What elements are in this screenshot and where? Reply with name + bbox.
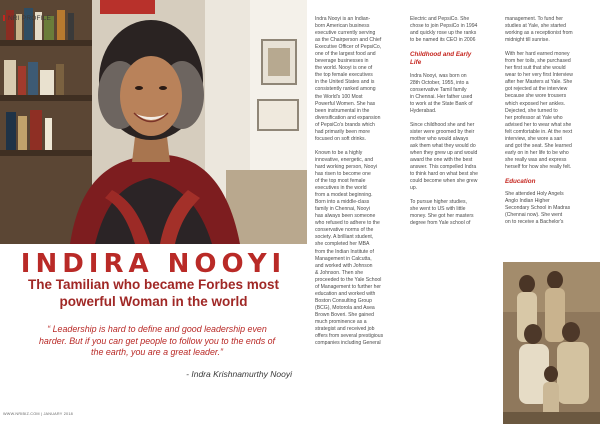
article-text-line: one of the largest food and [315, 51, 376, 58]
article-text-line: focused on soft drinks. [315, 135, 366, 142]
article-text-line: working as a receptionist from [505, 30, 573, 37]
article-paragraph [315, 150, 399, 347]
article-text-line: beverage businesses in [315, 58, 369, 65]
section-heading-childhood [410, 51, 496, 67]
article-text-line: early on in her life to be who [505, 149, 569, 156]
article-text-line: had primarily been more [315, 128, 370, 135]
article-text-line: diversification and expansion [315, 114, 381, 121]
article-text-line: because she wore trousers [505, 93, 567, 100]
article-text-line: Powerful Women. She has [315, 100, 376, 107]
article-text-line: in Chennai. Her father used [410, 93, 473, 100]
section-heading-line: Life [410, 59, 422, 67]
article-text-line: as the Chairperson and Chief [315, 37, 382, 44]
article-text-line: society. A brilliant student, [315, 234, 374, 241]
article-text-line: to work at the State Bank of [410, 100, 473, 107]
article-paragraph [410, 73, 496, 115]
article-text-line: from a modest beginning. [315, 192, 373, 199]
article-text-line: and got the seat. She learned [505, 142, 572, 149]
section-heading-education: Education [505, 177, 536, 185]
article-paragraph [505, 191, 591, 226]
article-text-line: conservative Tamil family [410, 86, 467, 93]
article-text-line: midnight till sunrise. [505, 37, 550, 44]
article-text-line: of Management to further her [315, 283, 381, 290]
article-text-line: Hyderabad. [410, 107, 437, 114]
section-label-text: NRI PROFILE [8, 15, 52, 22]
article-text-line: Boston Consulting Group [315, 297, 372, 304]
article-text-line: Management in Calcutta, [315, 255, 372, 262]
article-text-line: executives in the world [315, 185, 367, 192]
article-text-line: after her Masters at Yale. She [505, 79, 573, 86]
article-paragraph [410, 122, 496, 192]
article-paragraph [505, 51, 591, 171]
article-text-line: her first suit that she would [505, 65, 566, 72]
article-text-line: and worked with Johnson [315, 262, 373, 269]
article-text-line: on to receive a Bachelor's [505, 219, 564, 226]
article-text-line: companies including General [315, 340, 381, 347]
article-text-line: education and worked with [315, 290, 376, 297]
article-text-line: she completed her MBA [315, 241, 370, 248]
article-text-line: chose to join PepsiCo in 1994 [410, 23, 478, 30]
article-text-line: award the one with the best [410, 157, 473, 164]
article-text-line: the World's 100 Most [315, 93, 363, 100]
article-text-line: executive currently serving [315, 30, 376, 37]
article-column-2 [410, 16, 496, 235]
article-text-line: could become when she grew [410, 178, 478, 185]
portrait-photo [0, 0, 307, 244]
article-text-line: (Chennai now). She went [505, 212, 563, 219]
article-paragraph [505, 16, 591, 44]
article-text-line: to be named its CEO in 2006 [410, 37, 476, 44]
article-text-line: Secondary School in Madras [505, 205, 571, 212]
article-text-line: in the United States and is [315, 79, 375, 86]
article-text-line: Indra Nooyi, was born on [410, 72, 467, 79]
article-text-line: & Johnson. Then she [315, 269, 364, 276]
article-text-line: she went to US with little [410, 206, 466, 213]
article-text-line: been instrumental in the [315, 107, 370, 114]
subheadline-line: The Tamilian who became Forbes most [27, 277, 280, 292]
article-column-3 [505, 16, 591, 233]
article-text-line: studies at Yale, she started [505, 23, 566, 30]
article-column-1 [315, 16, 399, 354]
article-text-line: Anglo Indian Higher [505, 198, 550, 205]
right-page [307, 0, 600, 424]
article-text-line: up. [410, 185, 418, 192]
article-text-line: consistently ranked among [315, 86, 376, 93]
family-photo [503, 262, 600, 424]
article-text-line: of the top most female [315, 178, 366, 185]
article-text-line: the world. Nooyi is one of [315, 65, 373, 72]
article-text-line: proceeded to the Yale School [315, 276, 382, 283]
article-text-line: to think hard on what best she [410, 171, 478, 178]
article-text-line: money. She got her masters [410, 213, 474, 220]
article-text-line: innovative, energetic, and [315, 156, 374, 163]
article-text-line: when they grew up and would [410, 150, 478, 157]
article-text-line: answer. This compelled Indra [410, 164, 477, 171]
quote-attribution: - Indra Krishnamurthy Nooyi [186, 369, 292, 379]
article-text-line: interview, she wore a sari [505, 135, 563, 142]
article-text-line: conservative norms of the [315, 227, 374, 234]
article-text-line: and quickly rose up the ranks [410, 30, 477, 37]
article-text-line: from her toils, she purchased [505, 58, 571, 65]
article-text-line: wear to her very first Interview [505, 72, 573, 79]
article-text-line: has always been someone [315, 213, 376, 220]
article-text-line: Executive Officer of PepsiCo, [315, 44, 382, 51]
pull-quote [12, 324, 302, 359]
article-text-line: strategist and received job [315, 326, 375, 333]
article-text-line: her professor at Yale who [505, 114, 563, 121]
subheadline-line: powerful Woman in the world [59, 294, 248, 309]
pull-quote-line: the earth, you are a great leader.” [91, 347, 223, 357]
article-text-line: mother who would always [410, 135, 469, 142]
article-text-line: herself for how she really felt. [505, 163, 572, 170]
article-text-line: 28th October, 1955, into a [410, 79, 469, 86]
article-text-line: the top female executives [315, 72, 373, 79]
article-text-line: sister were groomed by their [410, 128, 475, 135]
article-text-line: Electric and PepsiCo. She [410, 16, 470, 22]
article-text-line: from the Indian Institute of [315, 248, 374, 255]
article-text-line: much prominence as a [315, 318, 367, 325]
article-text-line: offers from several prestigious [315, 333, 384, 340]
article-text-line: To pursue higher studies, [410, 199, 467, 206]
pull-quote-line: “ Leadership is hard to define and good leadership even [47, 324, 267, 334]
article-paragraph [410, 199, 496, 227]
article-text-line: ask them what they would do [410, 143, 476, 150]
section-heading-line: Childhood and Early [410, 51, 472, 59]
article-text-line: of PepsiCo's brands which [315, 121, 375, 128]
profile-name-headline: INDIRA NOOYI [20, 249, 287, 279]
article-text-line: She attended Holy Angels [505, 191, 564, 198]
article-text-line: who refused to adhere to the [315, 220, 380, 227]
article-paragraph [410, 16, 496, 44]
article-text-line: felt comfortable in. At the next [505, 128, 573, 135]
article-text-line: she really was and express [505, 156, 567, 163]
article-text-line: Indra Nooyi is an Indian- [315, 16, 371, 22]
article-text-line: Born into a middle-class [315, 199, 370, 206]
article-text-line: born American business [315, 23, 370, 30]
article-text-line: management. To fund her [505, 16, 563, 22]
article-text-line: advised her to wear what she [505, 121, 572, 128]
section-marker-bar [3, 15, 5, 21]
page-footer: WWW.NRIBIZ.COM | JANUARY 2018 [3, 412, 73, 416]
article-text-line: Known to be a highly [315, 149, 363, 156]
article-text-line: degree from Yale school of [410, 220, 471, 227]
article-text-line: hard working person, Nooyi [315, 163, 378, 170]
article-paragraph [315, 16, 399, 143]
article-text-line: has risen to become one [315, 170, 371, 177]
article-text-line: which exposed her ankles. [505, 100, 566, 107]
article-text-line: family in Chennai, Nooyi [315, 206, 370, 213]
subheadline [0, 276, 307, 310]
article-text-line: With her hard earned money [505, 51, 570, 58]
article-text-line: (BCG), Motorola and Asea [315, 304, 375, 311]
article-text-line: Brown Boveri. She gained [315, 311, 374, 318]
article-text-line: Dejected, she turned to [505, 107, 558, 114]
section-label [3, 15, 51, 22]
article-text-line: Since childhood she and her [410, 121, 475, 128]
article-text-line: got rejected at the interview [505, 86, 568, 93]
pull-quote-line: harder. But if you can get people to follow you to the ends of [39, 335, 275, 346]
